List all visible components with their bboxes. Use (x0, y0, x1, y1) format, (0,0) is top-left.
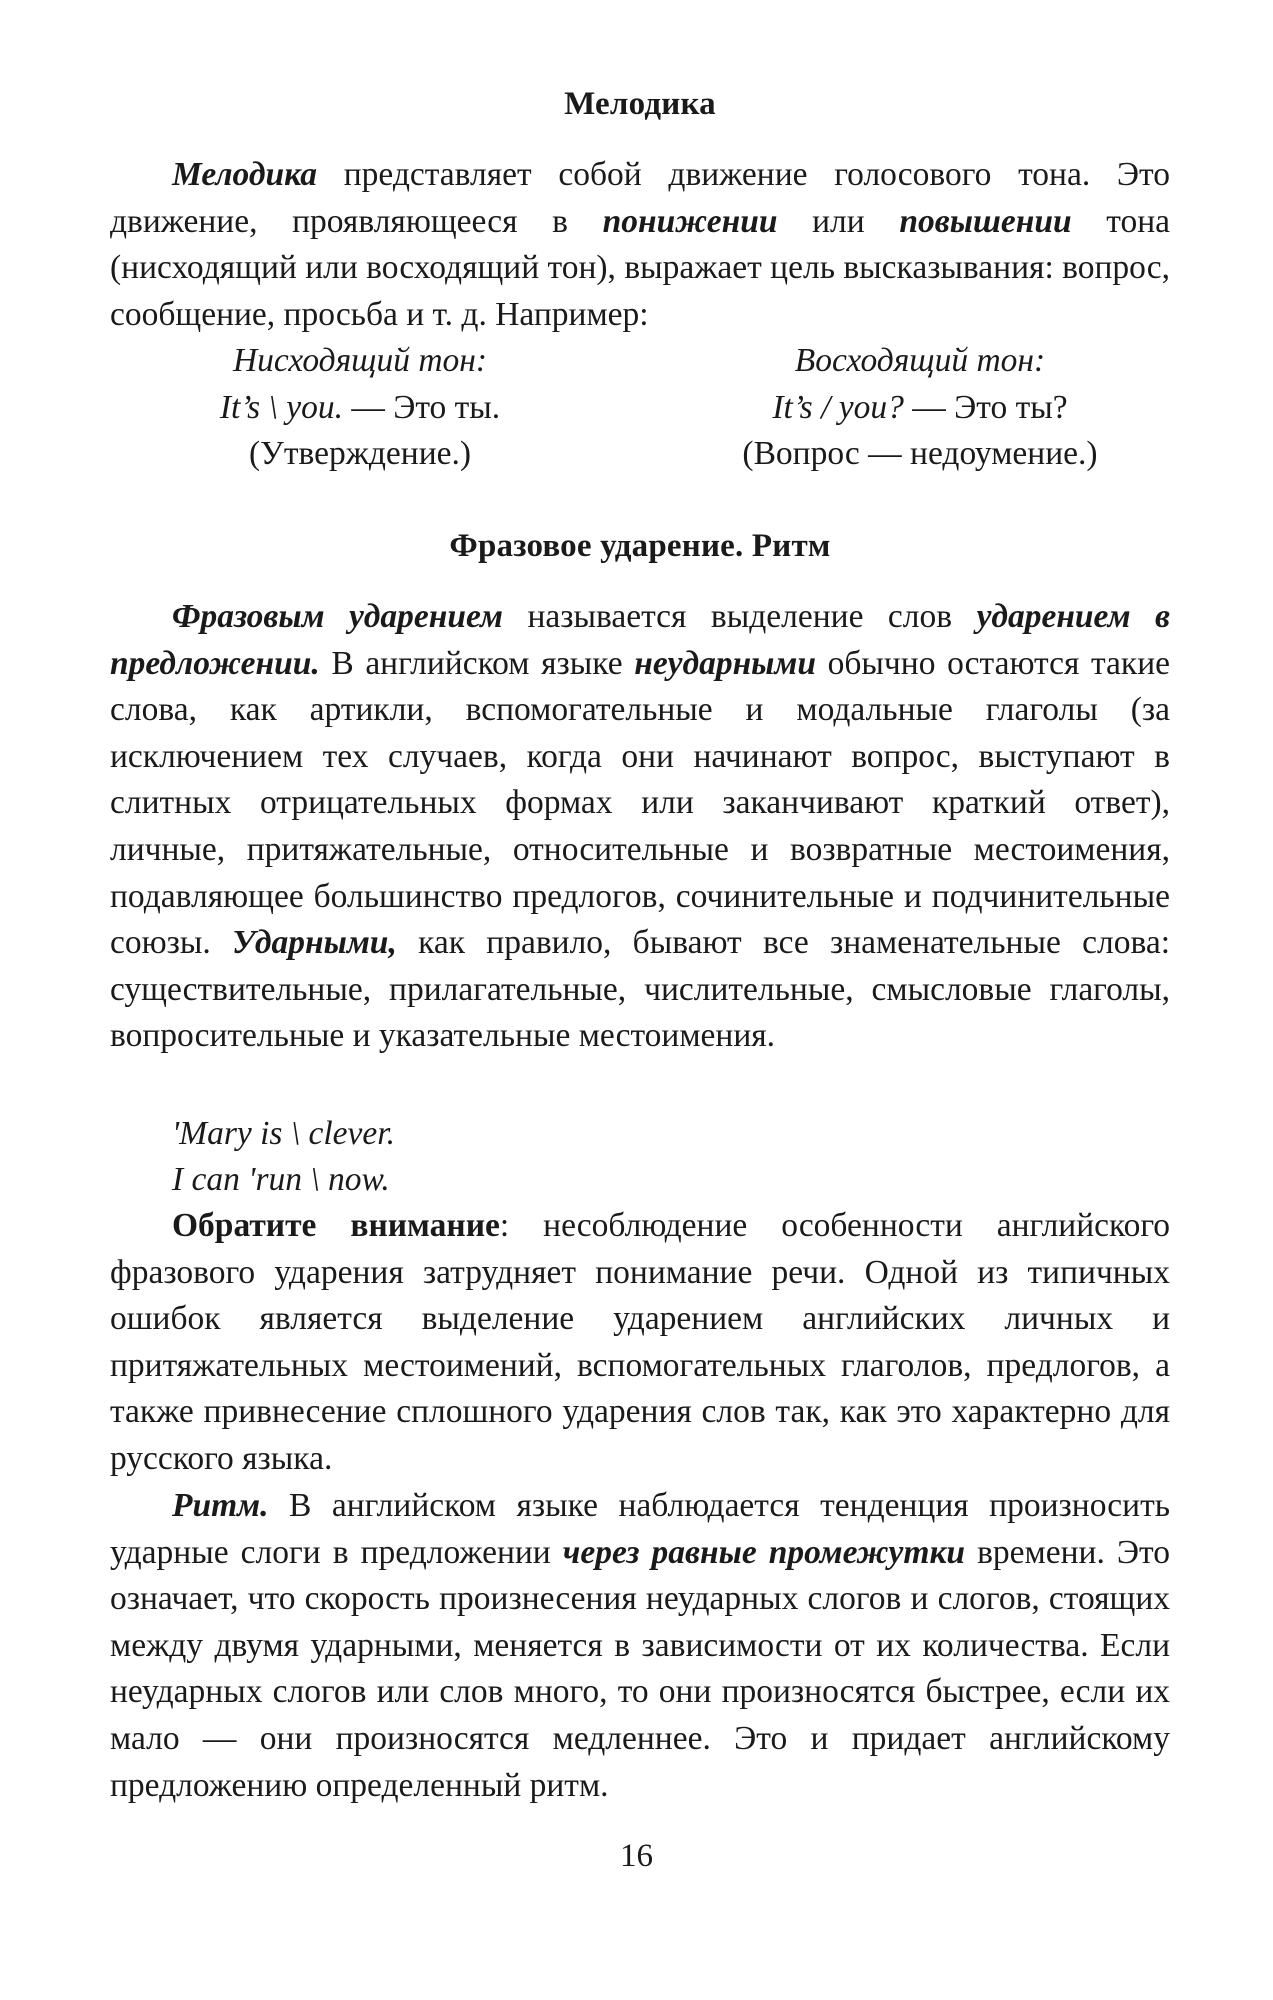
emphasis-stressed: Ударными, (232, 924, 397, 962)
example-mary: 'Mary is \ clever. (172, 1115, 395, 1152)
tone-examples (110, 338, 1170, 478)
emphasis-povyshenii: повышении (899, 202, 1072, 240)
term-rhythm: Ритм. (172, 1487, 269, 1524)
rising-tone-note: (Вопрос — недоумение.) (742, 435, 1098, 473)
paragraph-note: Обратите внимание: несоблюдение особенности английского фразового ударения затрудняет понимание речи. Одной из типичных ошибок является выделение ударением английских личных и притяжательных местоимений, вспомогательных глаголов, предлогов, а также привнесение сплошного ударения слов так, как это характерно для русского языка. (110, 1207, 1170, 1477)
page-number: 16 (620, 1838, 653, 1874)
note-lead: Обратите внимание (172, 1207, 500, 1244)
emphasis-unstressed: неударными (634, 644, 816, 682)
heading-phrasal-stress: Фразовое ударение. Ритм (449, 528, 831, 564)
emphasis-stress-in-sentence: ударением в предложении. (110, 598, 1170, 682)
rising-tone-heading: Восходящий тон: (794, 342, 1046, 379)
example-run: I can 'run \ now. (172, 1161, 390, 1198)
falling-tone-example: It’s \ you. — Это ты. (219, 388, 501, 426)
emphasis-equal-intervals: через равные промежутки (562, 1533, 966, 1571)
rising-tone-example: It’s / you? — Это ты? (772, 388, 1068, 426)
term-phrasal-stress: Фразовым ударением (172, 598, 503, 635)
emphasis-ponizhenii: понижении (602, 202, 778, 240)
paragraph-rhythm: Ритм. В английском языке наблюдается тенденция произносить ударные слоги в предложении через равные промежутки времени. Это означает, что скорость произнесения неударных слогов и слогов, стоящих между двумя ударными, меняется в зависимости от их количества. Если неударных слогов или слов много, то они произносятся быстрее, если их мало — они произносятся медленнее. Это и придает английскому предложению определенный ритм. (110, 1487, 1170, 1804)
paragraph-melodika: Мелодика представляет собой движение голосового тона. Это движение, проявляющееся в понижении или повышении тона (нисходящий или восходящий тон), выражает цель высказывания: вопрос, сообщение, просьба и т. д. Например: (110, 156, 1171, 333)
term-melodika: Мелодика (172, 156, 317, 193)
paragraph-phrasal-stress: Фразовым ударением называется выделение слов ударением в предложении. В английском языке неударными обычно остаются такие слова, как артикли, вспомогательные и модальные глаголы (за исключением тех случаев, когда они начинают вопрос, выступают в слитных отрицательных формах или заканчивают краткий ответ), личные, притяжательные, относительные и возвратные местоимения, подавляющее большинство предлогов, сочинительные и подчинительные союзы. Ударными, как правило, бывают все знаменательные слова: существительные, прилагательные, числительные, смысловые глаголы, вопросительные и указательные местоимения. (110, 598, 1171, 1055)
heading-melodika: Мелодика (564, 86, 716, 122)
falling-tone-heading: Нисходящий тон: (232, 342, 488, 379)
falling-tone-note: (Утверждение.) (248, 435, 472, 473)
